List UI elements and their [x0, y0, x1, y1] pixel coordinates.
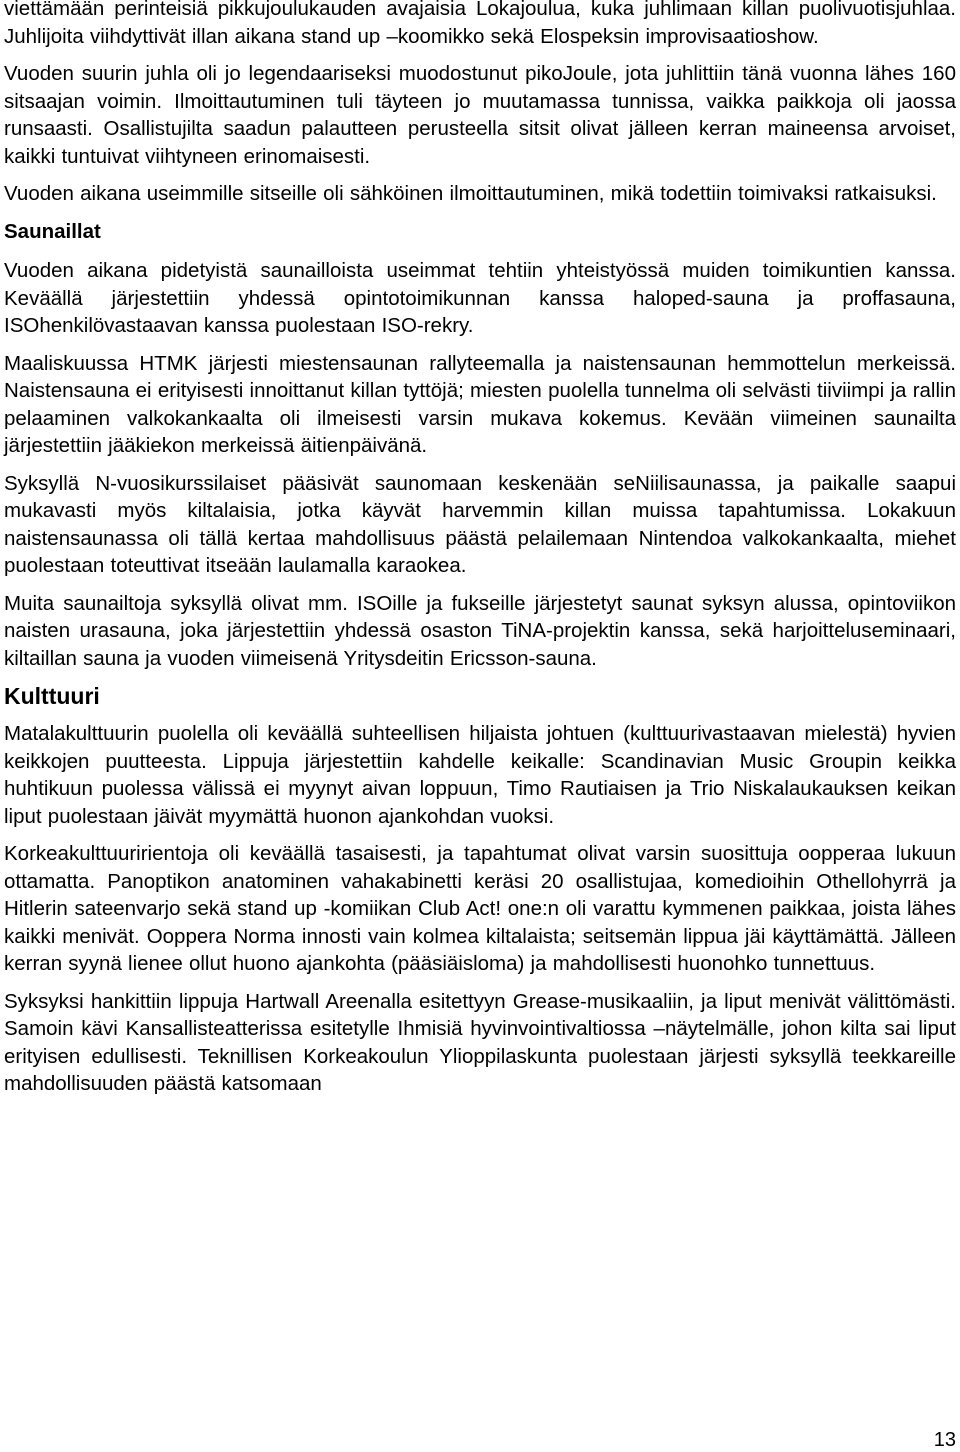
paragraph-registration: Vuoden aikana useimmille sitseille oli sähköinen ilmoittautuminen, mikä todettiin toimivaksi ratkaisuksi.: [4, 182, 937, 205]
paragraph-saunaillat-2: Maaliskuussa HTMK järjesti miestensaunan rallyteemalla ja naistensaunan hemmottelun merkeissä. Naistensauna ei erityisesti innoittanut killan tyttöjä; miesten puolella tunnelma oli selvästi tiiviimpi ja rallin pelaaminen valkokankaalta oli ilmeisesti varsin mukava kokemus. Kevään viimeinen saunailta järjestettiin jääkiekon merkeissä äitienpäivänä.: [4, 351, 956, 457]
section-heading-saunaillat: Saunaillat: [4, 219, 101, 243]
paragraph-pikojoule: Vuoden suurin juhla oli jo legendaariseksi muodostunut pikoJoule, jota juhlittiin tänä vuonna lähes 160 sitsaajan voimin. Ilmoittautuminen tuli täyteen jo muutamassa tunnissa, vaikka paikkoja oli jaossa runsaasti. Osallistujilta saadun palautteen perusteella sitsit olivat jälleen kerran maineensa arvoiset, kaikki tuntuivat viihtyneen erinomaisesti.: [4, 62, 956, 168]
paragraph-kulttuuri-3: Syksyksi hankittiin lippuja Hartwall Areenalla esitettyyn Grease-musikaaliin, ja liput menivät välittömästi. Samoin kävi Kansallisteatterissa esitetylle Ihmisiä hyvinvointivaltiossa –näytelmälle, johon kilta sai liput erityisen edullisesti. Teknillisen Korkeakoulun Ylioppilaskunta puolestaan järjesti syksyllä teekkareille mahdollisuuden päästä katsomaan: [4, 989, 956, 1095]
paragraph-kulttuuri-1: Matalakulttuurin puolella oli keväällä suhteellisen hiljaista johtuen (kulttuurivastaavan mielestä) hyvien keikkojen puutteesta. Lippuja järjestettiin kahdelle keikalle: Scandinavian Music Groupin keikka huhtikuun puolessa välissä ei myynyt aivan loppuun, Timo Rautiaisen ja Trio Niskalaukauksen keikan liput puolestaan jäivät myymättä huonon ajankohdan vuoksi.: [4, 722, 956, 828]
paragraph-saunaillat-4: Muita saunailtoja syksyllä olivat mm. ISOille ja fukseille järjestetyt saunat syksyn alussa, opintoviikon naisten urasauna, joka järjestettiin yhdessä osaston TiNA-projektin kanssa, sekä harjoitteluseminaari, kiltaillan sauna ja vuoden viimeisenä Yritysdeitin Ericsson-sauna.: [4, 591, 956, 670]
paragraph-saunaillat-3: Syksyllä N-vuosikurssilaiset pääsivät saunomaan keskenään seNiilisaunassa, ja paikalle saapui mukavasti myös kiltalaisia, jotka käyvät harvemmin killan muissa tapahtumissa. Lokakuun naistensaunassa oli tällä kertaa mahdollisuus päästä pelailemaan Nintendoa valkokankaalta, miehet puolestaan toteuttivat itseään laulamalla karaokea.: [4, 471, 956, 577]
paragraph-intro-continuation: viettämään perinteisiä pikkujoulukauden avajaisia Lokajoulua, kuka juhlimaan killan puolivuotisjuhlaa. Juhlijoita viihdyttivät illan aikana stand up –koomikko sekä Elospeksin improvisaatioshow.: [4, 0, 956, 48]
page-number: 13: [933, 1429, 956, 1451]
document-page: [4, 0, 956, 1108]
paragraph-kulttuuri-2: Korkeakulttuuririentoja oli keväällä tasaisesti, ja tapahtumat olivat varsin suosittuja oopperaa lukuun ottamatta. Panoptikon anatominen vahakabinetti keräsi 20 osallistujaa, komedioihin Othellohyrrä ja Hitlerin sateenvarjo sekä stand up -komiikan Club Act! one:n oli varattu kymmenen paikkaa, joista lähes kaikki menivät. Ooppera Norma innosti vain kolmea kiltalaista; seitsemän lippua jäi käyttämättä. Jälleen kerran syynä lienee ollut huono ajankohta (pääsiäisloma) ja mahdollisesti huonohko tunnettuus.: [4, 842, 956, 975]
paragraph-saunaillat-1: Vuoden aikana pidetyistä saunailloista useimmat tehtiin yhteistyössä muiden toimikuntien kanssa. Keväällä järjestettiin yhdessä opintotoimikunnan kanssa haloped-sauna ja proffasauna, ISOhenkilövastaavan kanssa puolestaan ISO-rekry.: [4, 259, 956, 337]
section-heading-kulttuuri: Kulttuuri: [4, 683, 100, 709]
